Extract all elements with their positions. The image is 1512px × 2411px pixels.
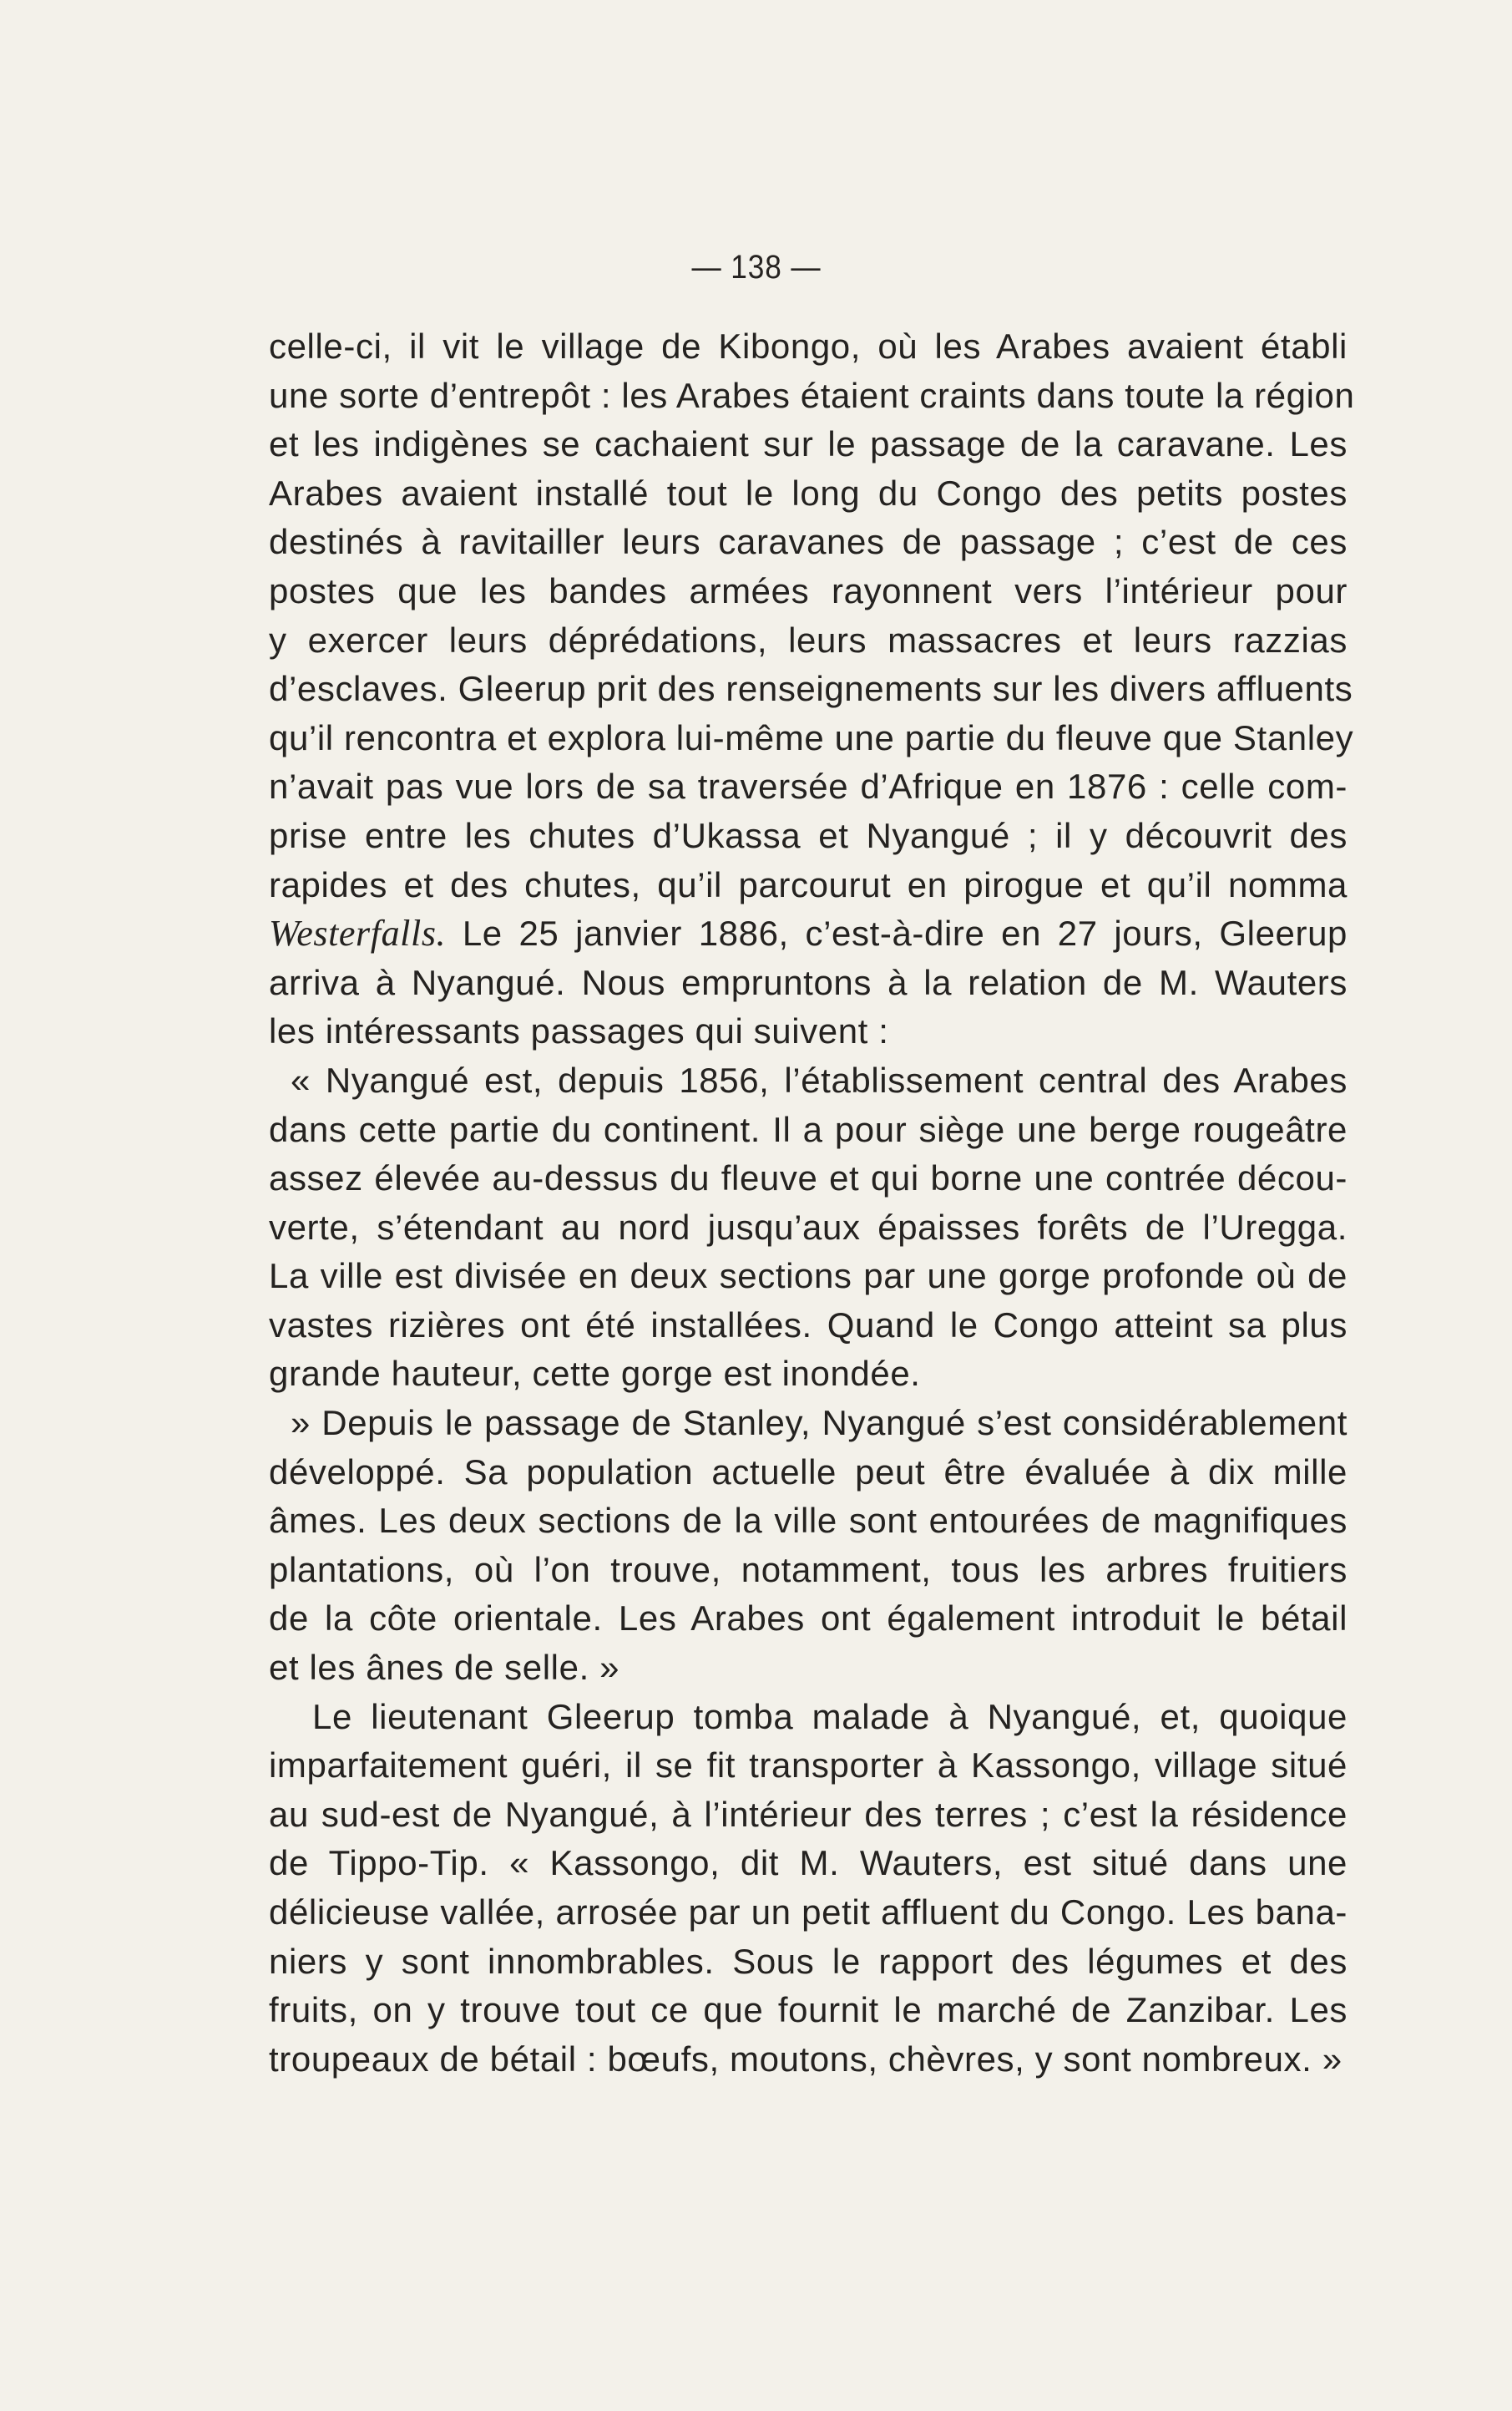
text-line: niers y sont innombrables. Sous le rapport des légumes et des [269,1941,1348,1981]
text-line: fruits, on y trouve tout ce que fournit le marché de Zanzibar. Les [269,1990,1348,2030]
text-line: « Nyangué est, depuis 1856, l’établissement central des Arabes [291,1060,1348,1100]
text-line: de Tippo-Tip. « Kassongo, dit M. Wauters, est situé dans une [269,1843,1348,1883]
text-line: qu’il rencontra et explora lui-même une partie du fleuve que Stanley [269,717,1354,757]
text-line: délicieuse vallée, arrosée par un petit affluent du Congo. Les bana- [269,1892,1348,1932]
text-line: y exercer leurs déprédations, leurs massacres et leurs razzias [269,620,1348,660]
text-line: et les indigènes se cachaient sur le passage de la caravane. Les [269,424,1348,464]
text-segment: Le 25 janvier 1886, c’est-à-dire en 27 jours, Gleerup [446,914,1348,954]
text-line: La ville est divisée en deux sections par une gorge profonde où de [269,1256,1348,1296]
text-line [269,909,1348,959]
text-line: postes que les bandes armées rayonnent vers l’intérieur pour [269,570,1348,610]
text-line: au sud-est de Nyangué, à l’intérieur des terres ; c’est la résidence [269,1794,1348,1834]
text-line: assez élevée au-dessus du fleuve et qui borne une contrée décou- [269,1158,1348,1198]
text-line: rapides et des chutes, qu’il parcourut en pirogue et qu’il nomma [269,864,1348,904]
text-line: et les ânes de selle. » [269,1648,620,1688]
text-line: plantations, où l’on trouve, notamment, tous les arbres fruitiers [269,1549,1348,1589]
text-line: n’avait pas vue lors de sa traversée d’Afrique en 1876 : celle com- [269,767,1348,807]
text-line: développé. Sa population actuelle peut être évaluée à dix mille [269,1451,1348,1492]
text-line: Arabes avaient installé tout le long du Congo des petits postes [269,473,1348,513]
text-line: de la côte orientale. Les Arabes ont également introduit le bétail [269,1598,1348,1639]
text-line: grande hauteur, cette gorge est inondée. [269,1354,921,1394]
text-line: âmes. Les deux sections de la ville sont entourées de magnifiques [269,1501,1348,1541]
text-line: celle-ci, il vit le village de Kibongo, où les Arabes avaient établi [269,327,1348,366]
text-line: verte, s’étendant au nord jusqu’aux épaisses forêts de l’Uregga. [269,1207,1348,1247]
text-line: vastes rizières ont été installées. Quand le Congo atteint sa plus [269,1304,1348,1345]
text-line: » Depuis le passage de Stanley, Nyangué s’est considérablement [291,1403,1348,1443]
text-line: troupeaux de bétail : bœufs, moutons, chèvres, y sont nombreux. » [269,2039,1343,2079]
page-number: — 138 — [691,249,821,286]
text-line: destinés à ravitailler leurs caravanes de passage ; c’est de ces [269,522,1348,562]
text-line: une sorte d’entrepôt : les Arabes étaient craints dans toute la région [269,375,1355,415]
text-line: d’esclaves. Gleerup prit des renseignements sur les divers affluents [269,669,1353,709]
italic-term: Westerfalls. [269,913,447,955]
text-line: Le lieutenant Gleerup tomba malade à Nyangué, et, quoique [312,1696,1348,1736]
text-line: les intéressants passages qui suivent : [269,1011,889,1051]
text-line: imparfaitement guéri, il se fit transporter à Kassongo, village situé [269,1745,1348,1785]
text-line: dans cette partie du continent. Il a pour siège une berge rougeâtre [269,1109,1348,1149]
text-line: arriva à Nyangué. Nous empruntons à la relation de M. Wauters [269,962,1348,1002]
body-text [269,322,1355,2084]
text-line: prise entre les chutes d’Ukassa et Nyangué ; il y découvrit des [269,815,1348,855]
